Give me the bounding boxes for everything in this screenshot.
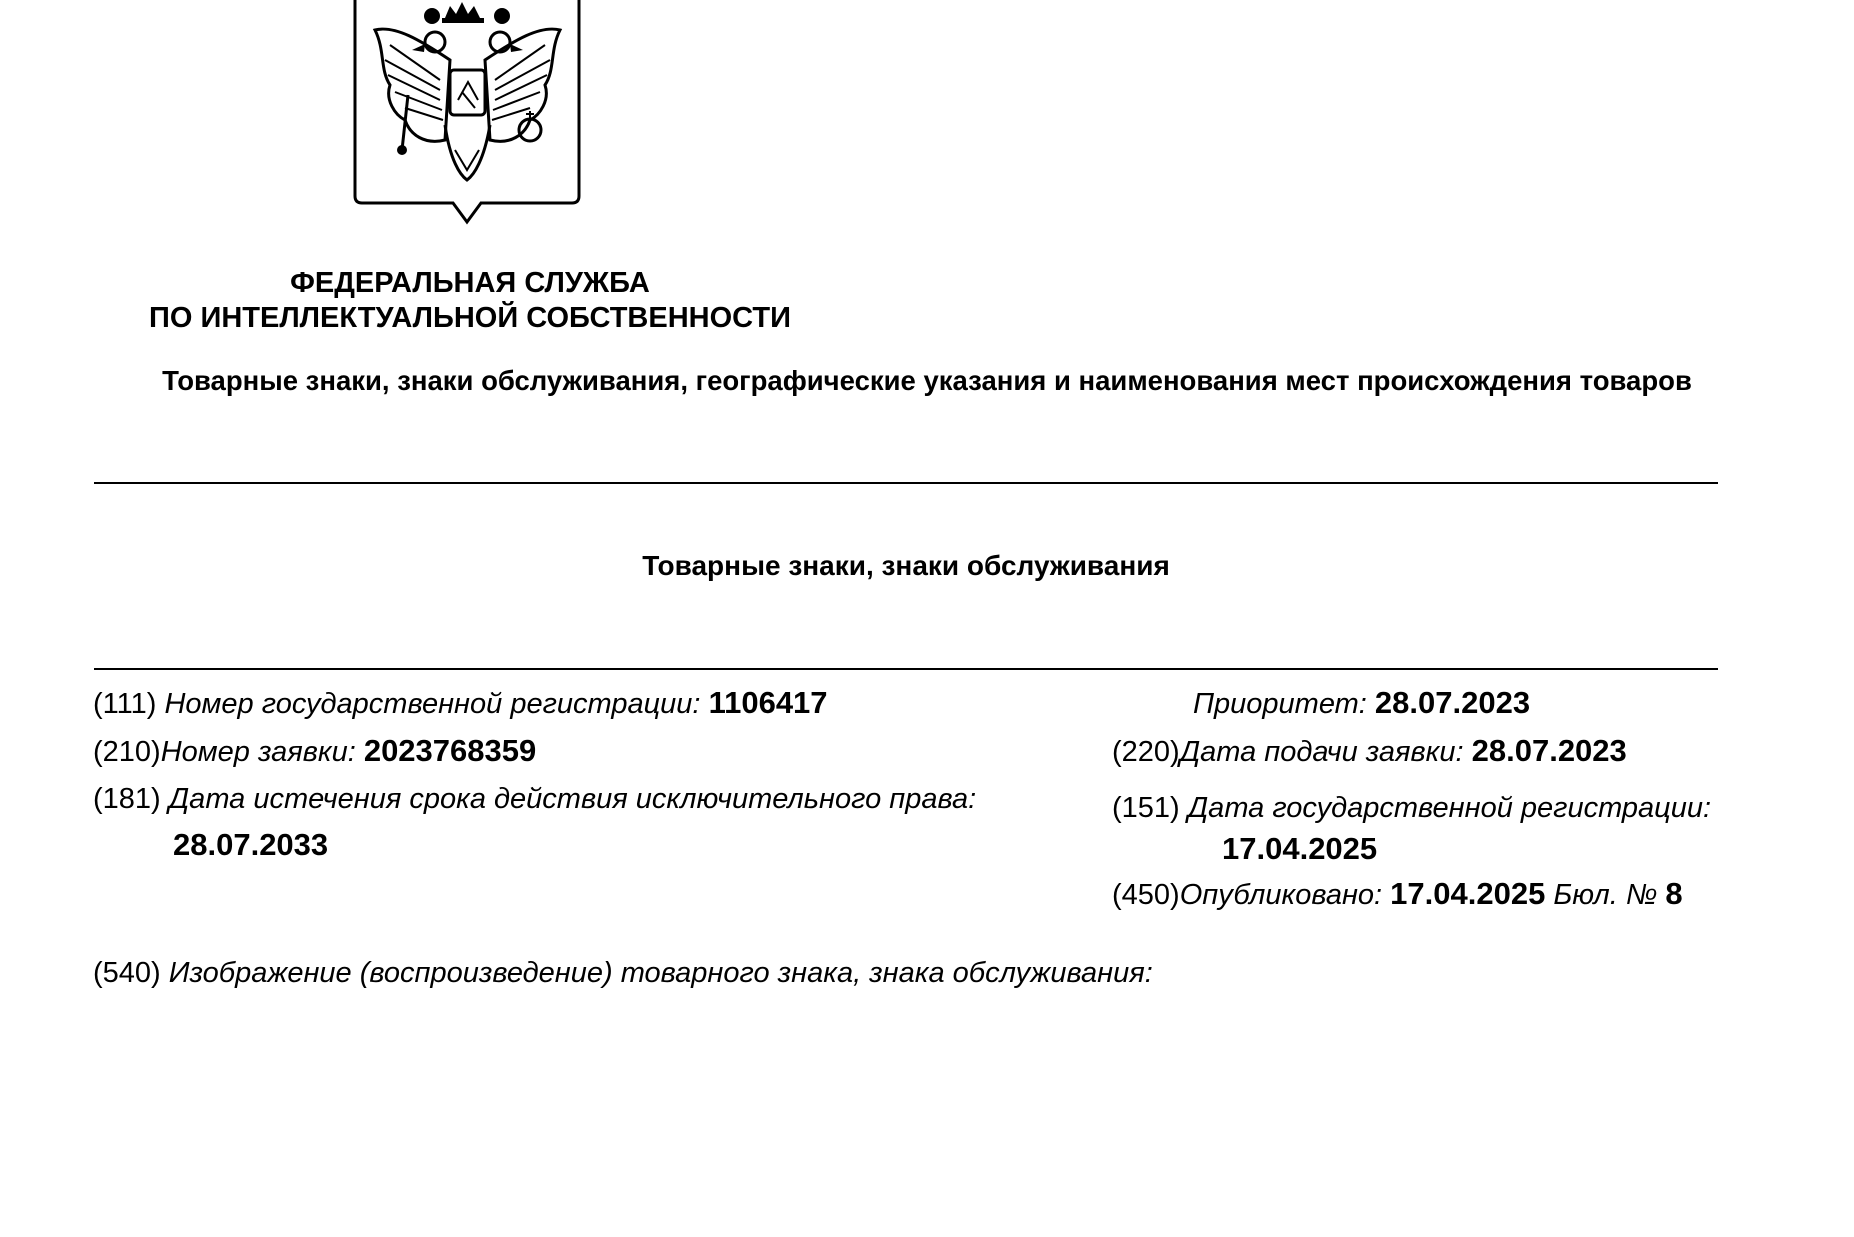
field-label: Дата истечения срока действия исключительного права:	[168, 783, 977, 815]
field-label: Дата подачи заявки:	[1179, 736, 1464, 768]
field-priority	[1193, 685, 1530, 722]
field-value: 28.07.2023	[1374, 685, 1531, 720]
divider-top	[94, 482, 1718, 484]
field-label: Номер государственной регистрации:	[164, 688, 701, 720]
field-image	[93, 955, 1153, 991]
field-value: 28.07.2023	[1471, 733, 1627, 768]
field-reg-date	[1112, 790, 1711, 826]
field-value: 17.04.2025	[1390, 876, 1546, 911]
field-value: 2023768359	[363, 733, 537, 768]
document-category: Товарные знаки, знаки обслуживания, географические указания и наименования мест происхождения товаров	[162, 365, 1692, 396]
field-value: 1106417	[708, 685, 828, 720]
field-filing-date	[1112, 733, 1627, 770]
field-code: (220)	[1112, 736, 1180, 768]
field-label: Дата государственной регистрации:	[1187, 792, 1712, 824]
field-code: (111)	[93, 688, 157, 720]
field-value: 17.04.2025	[1222, 831, 1378, 866]
field-label: Номер заявки:	[160, 736, 356, 768]
coat-of-arms-icon	[350, 0, 585, 226]
agency-name-line1: ФЕДЕРАЛЬНАЯ СЛУЖБА	[290, 267, 650, 299]
bulletin-number: 8	[1665, 876, 1683, 911]
field-label: Опубликовано:	[1179, 879, 1383, 911]
field-code: (450)	[1112, 879, 1180, 911]
divider-bottom	[94, 668, 1718, 670]
field-application-number	[93, 733, 536, 770]
field-reg-number	[93, 685, 828, 722]
field-published	[1112, 876, 1683, 913]
field-label: Изображение (воспроизведение) товарного знака, знака обслуживания:	[168, 957, 1153, 989]
field-reg-date-value	[1222, 831, 1377, 868]
section-title: Товарные знаки, знаки обслуживания	[642, 550, 1170, 581]
field-code: (181)	[93, 783, 161, 815]
agency-name-line2: ПО ИНТЕЛЛЕКТУАЛЬНОЙ СОБСТВЕННОСТИ	[149, 302, 791, 334]
field-code: (210)	[93, 736, 161, 768]
field-expiry-date-value	[173, 827, 328, 864]
field-expiry-date	[93, 781, 976, 817]
field-code: (540)	[93, 957, 161, 989]
field-value: 28.07.2033	[173, 827, 329, 862]
field-label: Приоритет:	[1193, 688, 1367, 720]
field-code: (151)	[1112, 792, 1180, 824]
bulletin-label: Бюл. №	[1553, 879, 1658, 911]
